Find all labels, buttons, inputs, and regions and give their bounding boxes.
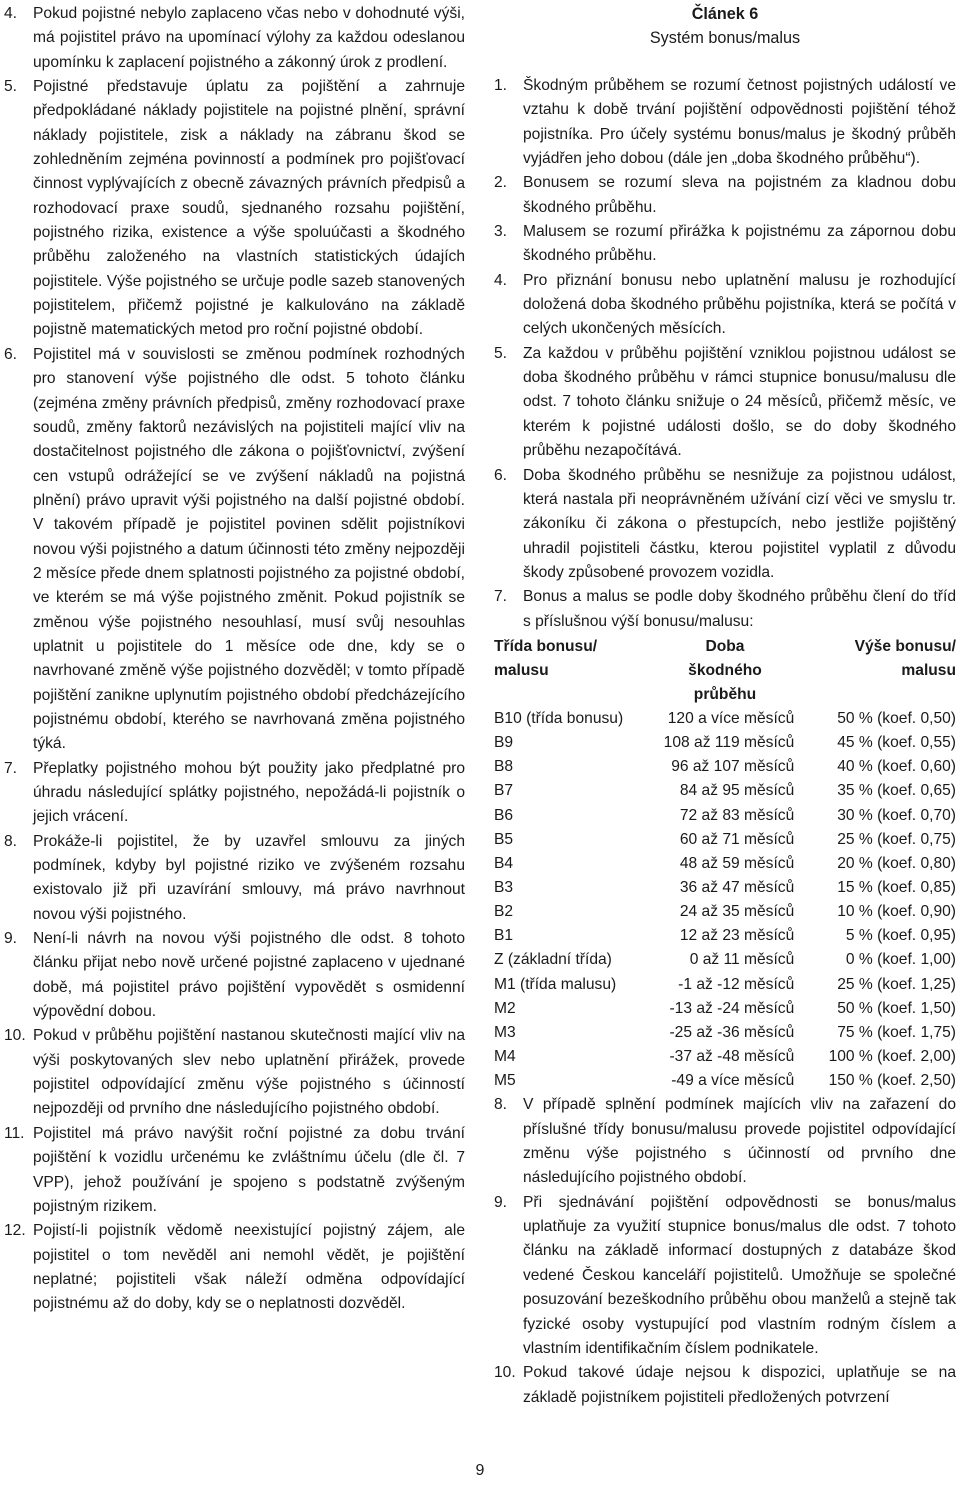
table-row — [494, 973, 956, 997]
table-row — [494, 804, 956, 828]
list-item — [494, 1361, 956, 1410]
table-row — [494, 948, 956, 972]
item-number: 4. — [4, 5, 18, 22]
cell-period: 0 až 11 měsíců — [689, 951, 795, 969]
cell-period: -49 a více měsíců — [671, 1072, 795, 1090]
cell-period: 84 až 95 měsíců — [679, 782, 795, 800]
item-text: Malusem se rozumí přirážka k pojistnému za zápornou dobu škodného průběhu. — [523, 223, 956, 265]
list-item — [4, 1024, 465, 1121]
cell-value: 100 % (koef. 2,00) — [828, 1048, 956, 1066]
item-text: Přeplatky pojistného mohou být použity jako předplatné pro úhradu následující splátky pojistného, nepožádá-li pojistník o jejich vrácení. — [33, 759, 465, 826]
bonus-malus-table — [494, 635, 956, 1094]
item-number: 6. — [4, 345, 18, 363]
cell-class: B5 — [494, 830, 514, 848]
header-class: Třída bonusu/ malusu — [494, 637, 598, 679]
item-text: Pojistné představuje úplatu za pojištění a zahrnuje předpokládané náklady pojistitele na pojistné plnění, správní náklady pojistitele, zisk a náklady na zábranu škod se zohledněním zejména povinností a podmínek pro pojišťovací činnost vyplývajících z obecně závazných právních předpisů a rozhodovací praxe soudů, sjednaného rozsahu pojištění, pojistného rizika, existence a výše spoluúčasti a škodného průběhu založeného na vlastních statistických údajích pojistitele. Výše pojistného se určuje podle sazeb stanovených pojistitelem, přičemž pojistné je kalkulováno na základě pojistně matematických metod pro roční pojistné období. — [33, 78, 465, 339]
item-text: Pojistí-li pojistník vědomě neexistující pojistný zájem, ale pojistitel o tom nevěděl ani nemohl vědět, je pojištění neplatné; pojistiteli však náleží odměna odpovídající pojistnému až do doby, kdy se o neplatnosti dozvěděl. — [33, 1222, 465, 1313]
cell-period: 24 až 35 měsíců — [679, 903, 795, 921]
item-number: 3. — [494, 223, 508, 241]
cell-class: B4 — [494, 854, 514, 872]
item-number: 9. — [494, 1193, 508, 1211]
table-row — [494, 779, 956, 803]
cell-period: 60 až 71 měsíců — [679, 830, 795, 848]
cell-class: Z (základní třída) — [494, 951, 612, 969]
article-items-after-table — [494, 1093, 956, 1409]
cell-period: -37 až -48 měsíců — [669, 1048, 795, 1066]
item-number: 10. — [494, 1364, 516, 1382]
table-row — [494, 876, 956, 900]
item-text: Pokud takové údaje nejsou k dispozici, uplatňuje se na základě pojistníkem pojistiteli předložených potvrzení — [523, 1364, 956, 1406]
cell-value: 20 % (koef. 0,80) — [837, 854, 956, 872]
item-number: 9. — [4, 930, 18, 948]
item-number: 7. — [4, 759, 18, 777]
article-items-before-table — [494, 74, 956, 634]
table-row — [494, 900, 956, 924]
item-text: Doba škodného průběhu se nesnižuje za pojistnou událost, která nastala při neoprávněném užívání cizí věci ve smyslu tr. zákoníku či zákona o přestupcích, nebo jestliže pojištěný uhradil pojistiteli částku, kterou pojistitel vyplatil z důvodu škody způsobené provozem vozidla. — [523, 466, 956, 581]
item-text: Při sjednávání pojištění odpovědnosti se bonus/malus uplatňuje za využití stupnice bonus/malus dle odst. 7 tohoto článku na základě informací dostupných z databáze škod vedené Českou kanceláří pojistitelů. Umožňuje se společné posuzování bezeškodního průběhu obou manželů a stejně tak fyzické osoby vystupující pod vlastním rodným číslem a vlastním identifikačním číslem podnikatele. — [523, 1193, 956, 1357]
cell-class: M2 — [494, 999, 516, 1017]
item-number: 10. — [4, 1027, 26, 1045]
item-text: Pokud pojistné nebylo zaplaceno včas nebo v dohodnuté výši, má pojistitel právo na upomínací výlohy za každou odeslanou upomínku k zaplacení pojistného a zákonný úrok z prodlení. — [33, 5, 465, 71]
list-item — [494, 269, 956, 342]
table-row — [494, 997, 956, 1021]
item-text: Pro přiznání bonusu nebo uplatnění malusu je rozhodující doložená doba škodného průběhu pojistníka, která se počítá v celých ukončených měsících. — [523, 271, 956, 338]
cell-period: -13 až -24 měsíců — [669, 999, 795, 1017]
list-item — [4, 830, 465, 927]
cell-period: 36 až 47 měsíců — [679, 879, 795, 896]
list-item — [4, 2, 465, 75]
cell-class: B8 — [494, 758, 514, 776]
item-number: 6. — [494, 466, 508, 484]
item-number: 12. — [4, 1222, 26, 1240]
list-item — [494, 585, 956, 634]
cell-class: B6 — [494, 806, 514, 824]
item-number: 4. — [494, 271, 508, 289]
list-item — [494, 171, 956, 220]
cell-class: M4 — [494, 1048, 516, 1066]
item-text: Pojistitel má v souvislosti se změnou podmínek rozhodných pro stanovení výše pojistného dle odst. 5 tohoto článku (zejména změny právních předpisů, změny rozhodovací praxe soudů, změny faktorů nezávislých na pojistiteli mající vliv na dostačitelnost pojistného dle zákona o pojišťovnictví, zvýšení cen vstupů odrážející se ve zvýšení nákladů na pojistná plnění) právo upravit výši pojistného na další pojistné období. V takovém případě je pojistitel povinen sdělit pojistníkovi novou výši pojistného a datum účinnosti této změny nejpozději 2 měsíce přede dnem splatnosti pojistného za pojistné období, ve kterém se má výše pojistného změnit. Pokud pojistník se změnou výše pojistného nesouhlasí, musí svůj nesouhlas uplatnit u pojistitele do 1 měsíce ode dne, kdy se o navrhované změně výše pojistného dozvěděl; v tomto případě pojištění zanikne uplynutím pojistného období předcházejícího pojistnému období, kterého se navrhovaná změna pojistného týká. — [33, 345, 465, 753]
table-row — [494, 828, 956, 852]
list-item — [494, 1093, 956, 1190]
cell-value: 10 % (koef. 0,90) — [837, 903, 956, 921]
item-text: Bonusem se rozumí sleva na pojistném za kladnou dobu škodného průběhu. — [523, 174, 956, 216]
item-number: 7. — [494, 588, 508, 606]
article-subtitle: Systém bonus/malus — [649, 29, 801, 47]
cell-class: B2 — [494, 903, 514, 921]
cell-class: B7 — [494, 782, 514, 800]
table-body — [494, 707, 956, 1094]
cell-value: 15 % (koef. 0,85) — [837, 879, 956, 896]
header-value: Výše bonusu/ malusu — [854, 637, 956, 679]
cell-value: 25 % (koef. 1,25) — [837, 975, 956, 993]
item-number: 5. — [494, 344, 508, 362]
item-number: 8. — [494, 1096, 508, 1114]
item-text: Pojistitel má právo navýšit roční pojistné za dobu trvání pojištění k vozidlu určenému ke zvláštnímu účelu (dle čl. 7 VPP), jehož používání je spojeno s podstatně zvýšeným pojistným rizikem. — [33, 1124, 465, 1215]
table-row — [494, 1069, 956, 1093]
cell-value: 5 % (koef. 0,95) — [845, 927, 956, 945]
item-number: 2. — [494, 174, 508, 192]
list-item — [494, 1191, 956, 1361]
item-number: 1. — [494, 77, 508, 94]
table-row — [494, 755, 956, 779]
item-text: Prokáže-li pojistitel, že by uzavřel smlouvu za jiných podmínek, kdyby byl pojistné riziko ve zvýšeném rozsahu existovalo již při uzavírání smlouvy, má právo navrhnout novou výši pojistného. — [33, 832, 465, 923]
cell-value: 25 % (koef. 0,75) — [837, 830, 956, 848]
cell-class: M3 — [494, 1023, 516, 1041]
list-item — [4, 1122, 465, 1219]
cell-period: -1 až -12 měsíců — [678, 975, 795, 993]
cell-class: B1 — [494, 927, 514, 945]
item-text: Není-li návrh na novou výši pojistného dle odst. 8 tohoto článku přijat nebo nově určené pojistné zaplaceno v ujednané době, má pojistitel právo pojištění vypovědět s osmidenní výpovědní dobou. — [33, 930, 465, 1021]
header-period: Doba škodného průběhu — [688, 637, 762, 703]
item-text: Škodným průběhem se rozumí četnost pojistných událostí ve vztahu k době trvání pojištění odpovědnosti pojištění téhož pojistníka. Pro účely systému bonus/malus je škodný průběh vyjádřen jeho dobou (dále jen „doba škodného průběhu“). — [523, 77, 956, 168]
cell-value: 150 % (koef. 2,50) — [828, 1072, 956, 1090]
cell-value: 0 % (koef. 1,00) — [845, 951, 956, 969]
cell-period: -25 až -36 měsíců — [669, 1023, 795, 1041]
cell-class: M5 — [494, 1072, 516, 1090]
list-item — [494, 342, 956, 464]
left-column — [4, 2, 465, 1317]
cell-value: 35 % (koef. 0,65) — [837, 782, 956, 800]
item-text: Za každou v průběhu pojištění vzniklou pojistnou událost se doba škodného průběhu v rámci stupnice bonusu/malusu dle odst. 7 tohoto článku snižuje o 24 měsíců, přičemž měsíc, ve kterém k pojistné události došlo, se do doby škodného průběhu nezapočítává. — [523, 344, 956, 460]
cell-value: 40 % (koef. 0,60) — [837, 758, 956, 776]
table-row — [494, 1045, 956, 1069]
table-row — [494, 924, 956, 948]
list-item — [4, 75, 465, 343]
article-title — [494, 2, 956, 50]
cell-value: 75 % (koef. 1,75) — [837, 1023, 956, 1041]
cell-period: 48 až 59 měsíců — [679, 854, 795, 872]
cell-class: B3 — [494, 879, 514, 896]
cell-value: 45 % (koef. 0,55) — [837, 734, 956, 752]
page-number: 9 — [475, 1462, 485, 1479]
item-number: 8. — [4, 832, 18, 850]
right-column — [494, 2, 956, 1410]
list-item — [494, 74, 956, 171]
list-item — [494, 220, 956, 269]
article-heading: Článek 6 — [691, 5, 759, 23]
cell-value: 30 % (koef. 0,70) — [837, 806, 956, 824]
item-text: Bonus a malus se podle doby škodného průběhu člení do tříd s příslušnou výší bonusu/malusu: — [523, 588, 956, 630]
cell-period: 120 a více měsíců — [667, 709, 795, 727]
table-row — [494, 852, 956, 876]
cell-period: 108 až 119 měsíců — [663, 734, 795, 752]
table-row — [494, 731, 956, 755]
table-row — [494, 1021, 956, 1045]
list-item — [4, 757, 465, 830]
list-item — [494, 464, 956, 586]
list-item — [4, 343, 465, 757]
item-text: V případě splnění podmínek majících vliv na zařazení do příslušné třídy bonusu/malusu provede pojistitel odpovídající změnu výše pojistného s účinností od prvního dne následujícího pojistného období. — [523, 1096, 956, 1187]
table-row — [494, 707, 956, 731]
cell-value: 50 % (koef. 1,50) — [837, 999, 956, 1017]
list-item — [4, 1219, 465, 1316]
list-item — [4, 927, 465, 1024]
cell-period: 12 až 23 měsíců — [679, 927, 795, 945]
item-text: Pokud v průběhu pojištění nastanou skutečnosti mající vliv na výši poskytovaných slev nebo uplatnění přirážek, provede pojistitel odpovídající změnu výše pojistného s účinností nejpozději od prvního dne následujícího pojistného období. — [33, 1027, 465, 1118]
table-header-row — [494, 635, 956, 707]
cell-class: M1 (třída malusu) — [494, 975, 617, 993]
cell-value: 50 % (koef. 0,50) — [837, 709, 956, 727]
item-number: 11. — [4, 1124, 25, 1142]
cell-class: B10 (třída bonusu) — [494, 709, 624, 727]
cell-class: B9 — [494, 734, 514, 752]
cell-period: 72 až 83 měsíců — [679, 806, 795, 824]
item-number: 5. — [4, 78, 18, 96]
cell-period: 96 až 107 měsíců — [671, 758, 795, 776]
